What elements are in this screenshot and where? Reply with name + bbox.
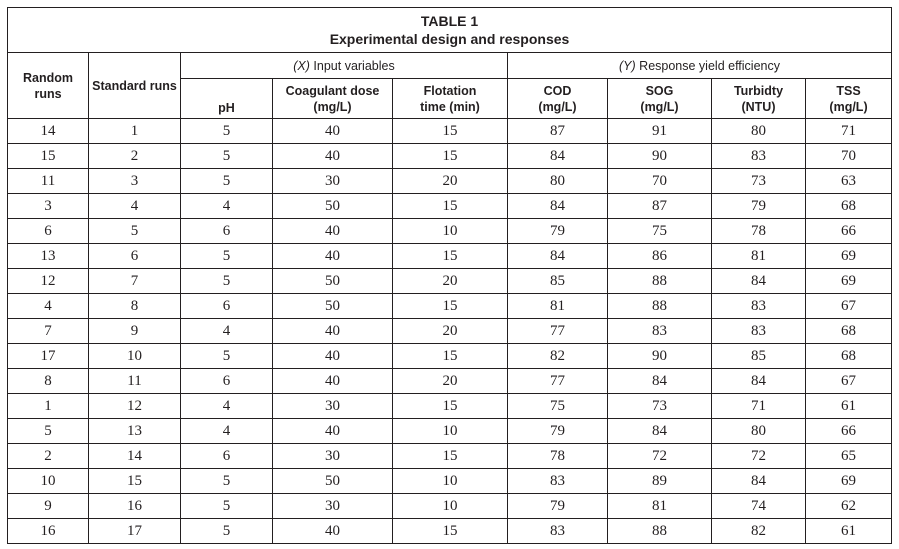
table-row [8,269,892,294]
cell-cod: 80 [508,169,608,194]
cell-coagulant-dose: 30 [273,394,393,419]
response-yield-prefix: (Y) [619,58,636,73]
cell-cod: 79 [508,419,608,444]
input-variables-label: Input variables [313,58,395,73]
table-number: TABLE 1 [420,13,479,29]
cell-sog: 90 [608,144,712,169]
cell-tss: 70 [806,144,892,169]
header-sog-unit: (mg/L) [640,99,679,114]
cell-flotation-time: 10 [393,494,508,519]
table-row [8,244,892,269]
cell-ph: 4 [181,194,273,219]
cell-flotation-time: 15 [393,119,508,144]
cell-random-run: 16 [8,519,89,544]
cell-standard-run: 12 [89,394,181,419]
header-flotation-time [393,79,508,119]
cell-coagulant-dose: 40 [273,319,393,344]
cell-turbidity: 84 [712,369,806,394]
cell-random-run: 7 [8,319,89,344]
cell-flotation-time: 20 [393,269,508,294]
cell-flotation-time: 20 [393,169,508,194]
cell-turbidity: 84 [712,469,806,494]
header-coagulant-dose [273,79,393,119]
cell-turbidity: 71 [712,394,806,419]
table-row [8,419,892,444]
cell-ph: 6 [181,219,273,244]
cell-standard-run: 11 [89,369,181,394]
cell-random-run: 11 [8,169,89,194]
cell-standard-run: 5 [89,219,181,244]
cell-coagulant-dose: 50 [273,269,393,294]
cell-tss: 68 [806,319,892,344]
response-yield-label: Response yield efficiency [639,58,780,73]
cell-tss: 63 [806,169,892,194]
cell-flotation-time: 20 [393,319,508,344]
cell-coagulant-dose: 50 [273,194,393,219]
table-row [8,444,892,469]
cell-flotation-time: 20 [393,369,508,394]
cell-flotation-time: 15 [393,294,508,319]
table-row [8,394,892,419]
cell-flotation-time: 15 [393,194,508,219]
cell-random-run: 1 [8,394,89,419]
cell-flotation-time: 15 [393,519,508,544]
cell-coagulant-dose: 40 [273,244,393,269]
header-coagulant-dose-name: Coagulant dose [285,83,380,98]
cell-standard-run: 15 [89,469,181,494]
cell-turbidity: 80 [712,419,806,444]
header-sog [608,79,712,119]
cell-tss: 66 [806,219,892,244]
cell-flotation-time: 15 [393,394,508,419]
cell-tss: 69 [806,269,892,294]
header-turbidity-name: Turbidty [733,83,784,98]
cell-coagulant-dose: 40 [273,419,393,444]
table-row [8,119,892,144]
table-row [8,294,892,319]
cell-tss: 69 [806,244,892,269]
cell-random-run: 10 [8,469,89,494]
cell-turbidity: 84 [712,269,806,294]
header-response-yield [508,53,892,79]
cell-tss: 68 [806,194,892,219]
cell-coagulant-dose: 40 [273,344,393,369]
cell-ph: 5 [181,144,273,169]
cell-ph: 5 [181,344,273,369]
cell-coagulant-dose: 40 [273,519,393,544]
cell-standard-run: 9 [89,319,181,344]
table-row [8,369,892,394]
cell-ph: 5 [181,169,273,194]
cell-sog: 75 [608,219,712,244]
cell-cod: 84 [508,144,608,169]
cell-sog: 84 [608,369,712,394]
cell-turbidity: 83 [712,319,806,344]
header-tss-name: TSS [836,83,861,98]
cell-turbidity: 79 [712,194,806,219]
cell-random-run: 5 [8,419,89,444]
header-tss [806,79,892,119]
cell-coagulant-dose: 50 [273,294,393,319]
cell-turbidity: 83 [712,294,806,319]
table-row [8,169,892,194]
cell-standard-run: 10 [89,344,181,369]
header-tss-unit: (mg/L) [829,99,868,114]
header-sog-name: SOG [645,83,674,98]
cell-coagulant-dose: 30 [273,494,393,519]
cell-tss: 67 [806,369,892,394]
table-row [8,469,892,494]
cell-flotation-time: 15 [393,444,508,469]
cell-standard-run: 1 [89,119,181,144]
cell-ph: 5 [181,269,273,294]
cell-standard-run: 2 [89,144,181,169]
cell-random-run: 6 [8,219,89,244]
header-standard-runs: Standard runs [89,53,181,119]
cell-flotation-time: 15 [393,144,508,169]
cell-coagulant-dose: 50 [273,469,393,494]
cell-ph: 4 [181,394,273,419]
cell-tss: 65 [806,444,892,469]
cell-random-run: 3 [8,194,89,219]
cell-tss: 67 [806,294,892,319]
cell-coagulant-dose: 40 [273,119,393,144]
header-cod-unit: (mg/L) [538,99,577,114]
cell-ph: 6 [181,444,273,469]
cell-tss: 66 [806,419,892,444]
cell-ph: 5 [181,469,273,494]
header-ph [181,79,273,119]
table-row [8,194,892,219]
cell-sog: 81 [608,494,712,519]
cell-standard-run: 6 [89,244,181,269]
cell-tss: 71 [806,119,892,144]
cell-standard-run: 17 [89,519,181,544]
cell-tss: 61 [806,519,892,544]
cell-coagulant-dose: 40 [273,369,393,394]
header-coagulant-dose-unit: (mg/L) [313,99,352,114]
cell-sog: 72 [608,444,712,469]
cell-flotation-time: 15 [393,344,508,369]
table-row [8,519,892,544]
cell-sog: 70 [608,169,712,194]
cell-standard-run: 16 [89,494,181,519]
cell-cod: 87 [508,119,608,144]
cell-ph: 5 [181,519,273,544]
cell-cod: 78 [508,444,608,469]
cell-sog: 90 [608,344,712,369]
table-row [8,494,892,519]
cell-flotation-time: 15 [393,244,508,269]
cell-ph: 5 [181,119,273,144]
cell-cod: 81 [508,294,608,319]
cell-sog: 91 [608,119,712,144]
cell-cod: 75 [508,394,608,419]
cell-turbidity: 73 [712,169,806,194]
cell-tss: 68 [806,344,892,369]
cell-tss: 69 [806,469,892,494]
table-row [8,219,892,244]
header-ph-name: pH [218,101,235,115]
cell-standard-run: 7 [89,269,181,294]
header-random-runs: Random runs [8,53,89,119]
header-input-variables [181,53,508,79]
cell-ph: 5 [181,244,273,269]
cell-cod: 84 [508,244,608,269]
cell-turbidity: 80 [712,119,806,144]
cell-cod: 79 [508,494,608,519]
table-row [8,319,892,344]
cell-cod: 77 [508,319,608,344]
cell-cod: 77 [508,369,608,394]
cell-cod: 79 [508,219,608,244]
cell-sog: 88 [608,519,712,544]
cell-ph: 4 [181,319,273,344]
cell-cod: 83 [508,519,608,544]
table-title: Experimental design and responses [329,31,570,47]
cell-coagulant-dose: 40 [273,144,393,169]
header-turbidity-unit: (NTU) [741,99,776,114]
cell-sog: 89 [608,469,712,494]
cell-turbidity: 85 [712,344,806,369]
cell-standard-run: 4 [89,194,181,219]
cell-coagulant-dose: 30 [273,169,393,194]
cell-tss: 61 [806,394,892,419]
cell-cod: 82 [508,344,608,369]
cell-random-run: 4 [8,294,89,319]
cell-coagulant-dose: 40 [273,219,393,244]
cell-coagulant-dose: 30 [273,444,393,469]
cell-random-run: 15 [8,144,89,169]
cell-turbidity: 82 [712,519,806,544]
cell-sog: 88 [608,294,712,319]
cell-ph: 5 [181,494,273,519]
input-variables-prefix: (X) [293,58,310,73]
cell-flotation-time: 10 [393,219,508,244]
cell-turbidity: 83 [712,144,806,169]
cell-sog: 84 [608,419,712,444]
table-caption [8,8,892,53]
cell-turbidity: 81 [712,244,806,269]
cell-standard-run: 14 [89,444,181,469]
cell-ph: 6 [181,369,273,394]
header-turbidity [712,79,806,119]
cell-random-run: 13 [8,244,89,269]
table-row [8,344,892,369]
header-cod [508,79,608,119]
cell-ph: 6 [181,294,273,319]
cell-standard-run: 8 [89,294,181,319]
cell-random-run: 12 [8,269,89,294]
cell-random-run: 14 [8,119,89,144]
cell-sog: 73 [608,394,712,419]
cell-sog: 87 [608,194,712,219]
cell-standard-run: 13 [89,419,181,444]
cell-turbidity: 78 [712,219,806,244]
cell-ph: 4 [181,419,273,444]
cell-cod: 83 [508,469,608,494]
table-row [8,144,892,169]
header-flotation-time-unit: time (min) [420,99,480,114]
cell-cod: 84 [508,194,608,219]
cell-standard-run: 3 [89,169,181,194]
cell-random-run: 2 [8,444,89,469]
header-flotation-time-name: Flotation [423,83,477,98]
cell-flotation-time: 10 [393,469,508,494]
cell-sog: 86 [608,244,712,269]
cell-tss: 62 [806,494,892,519]
header-cod-name: COD [543,83,572,98]
cell-flotation-time: 10 [393,419,508,444]
cell-random-run: 9 [8,494,89,519]
cell-cod: 85 [508,269,608,294]
cell-random-run: 17 [8,344,89,369]
experimental-design-table [7,7,892,544]
cell-turbidity: 74 [712,494,806,519]
cell-sog: 83 [608,319,712,344]
cell-turbidity: 72 [712,444,806,469]
cell-sog: 88 [608,269,712,294]
cell-random-run: 8 [8,369,89,394]
